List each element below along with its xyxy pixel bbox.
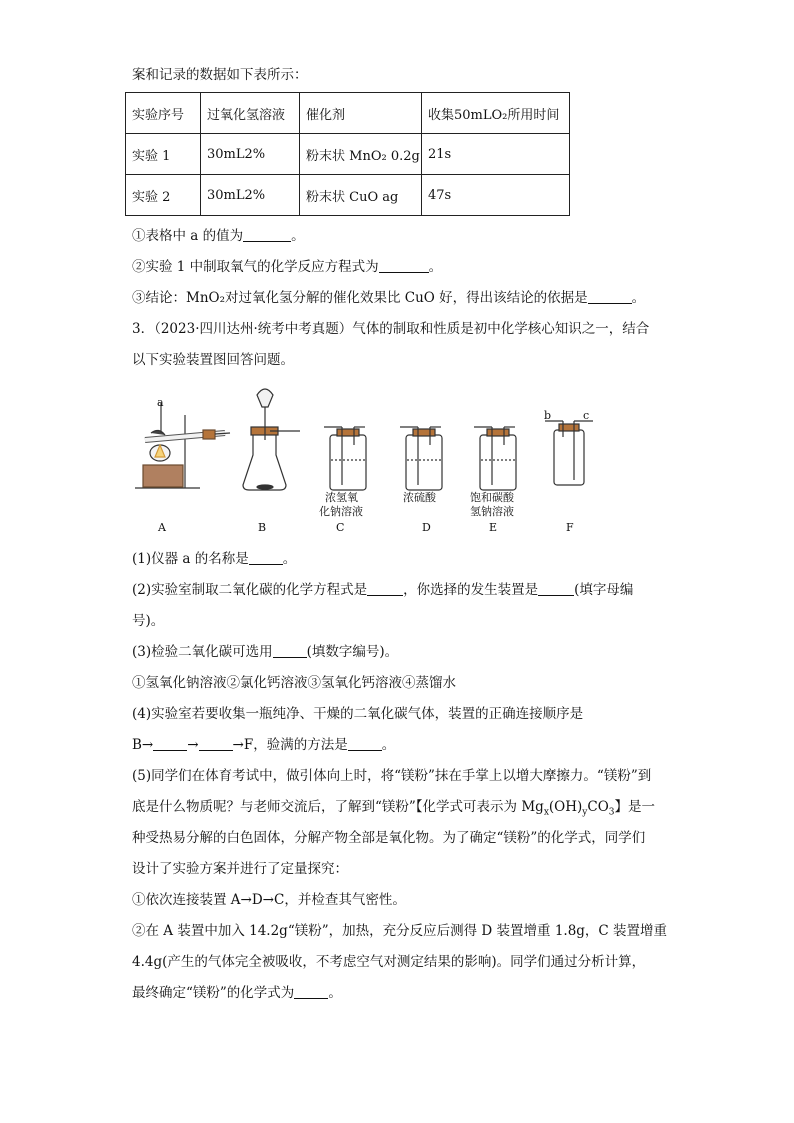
subscript-3: 3 xyxy=(608,807,615,818)
table-cell: 粉末状 MnO₂ 0.2g xyxy=(300,134,422,175)
question-a xyxy=(132,227,305,245)
sub-question-2-cont: 号)。 xyxy=(132,613,165,629)
sub-question-5-line-4: 设计了实验方案并进行了定量探究： xyxy=(132,861,348,877)
sub-question-5-step-2: ②在 A 装置中加入 14.2g“镁粉”，加热，充分反应后测得 D 装置增重 1.8g，C 装置增重 xyxy=(132,923,668,939)
table-cell: 实验 2 xyxy=(126,175,201,216)
period: 。 xyxy=(282,551,297,567)
sub-question-5-step-2-cont: 4.4g(产生的气体完全被吸收，不考虑空气对测定结果的影响)。同学们通过分析计算， xyxy=(132,954,646,970)
period: 。 xyxy=(328,985,342,1001)
answer-blank[interactable] xyxy=(249,550,283,565)
letter-a: A xyxy=(158,521,166,534)
sequence-start: B→ xyxy=(132,737,154,753)
period: 。 xyxy=(631,290,646,306)
sub-question-2 xyxy=(132,581,633,599)
letter-d: D xyxy=(422,521,431,534)
label-c: c xyxy=(583,409,590,422)
question-b xyxy=(132,258,442,276)
answer-blank[interactable] xyxy=(538,581,574,596)
formula-tail: 】是一 xyxy=(614,799,655,815)
subscript-y: y xyxy=(582,807,588,818)
apparatus-d-drawing xyxy=(400,427,442,490)
answer-blank[interactable] xyxy=(294,984,328,999)
sub-question-5-line-2 xyxy=(132,798,655,822)
letter-b: B xyxy=(258,521,267,534)
formula-text: 底是什么物质呢？与老师交流后，了解到“镁粉”【化学式可表示为 Mg xyxy=(132,799,544,815)
formula-oh: (OH) xyxy=(548,799,583,815)
sub-question-4-cont xyxy=(132,736,395,754)
answer-blank[interactable] xyxy=(588,289,632,304)
sub-question-3-text-b: (填数字编号)。 xyxy=(306,644,399,660)
table-header-cell: 催化剂 xyxy=(300,93,422,134)
answer-blank[interactable] xyxy=(367,581,403,596)
q3-header-cont: 以下实验装置图回答问题。 xyxy=(132,352,294,368)
table-cell: 30mL2% xyxy=(201,175,300,216)
label-e-reagent-1: 饱和碳酸 xyxy=(470,491,514,504)
answer-blank[interactable] xyxy=(273,643,307,658)
letter-f: F xyxy=(566,521,574,534)
question-c xyxy=(132,289,645,307)
apparatus-f-drawing xyxy=(545,421,593,485)
label-a: a xyxy=(157,396,164,409)
table-row xyxy=(126,134,570,175)
letter-e: E xyxy=(489,521,498,534)
experiment-table xyxy=(125,92,570,216)
sub-question-2-text-c: (填字母编 xyxy=(574,582,634,598)
formula-co: CO xyxy=(587,799,609,815)
table-cell: 47s xyxy=(422,175,570,216)
label-e-reagent-2: 氢钠溶液 xyxy=(470,505,514,518)
sub-question-4: (4)实验室若要收集一瓶纯净、干燥的二氧化碳气体，装置的正确连接顺序是 xyxy=(132,706,584,722)
sub-question-1 xyxy=(132,550,296,568)
sub-question-2-text-b: ，你选择的发生装置是 xyxy=(403,582,539,598)
sub-question-3-options: ①氢氧化钠溶液②氯化钙溶液③氢氧化钙溶液④蒸馏水 xyxy=(132,675,456,691)
sub-question-3-text: (3)检验二氧化碳可选用 xyxy=(132,644,273,660)
label-d-reagent: 浓硫酸 xyxy=(403,491,436,504)
apparatus-figure xyxy=(125,385,605,510)
apparatus-a-drawing xyxy=(135,403,230,488)
question-c-text: ③结论：MnO₂对过氧化氢分解的催化效果比 CuO 好，得出该结论的依据是 xyxy=(132,290,588,306)
table-row xyxy=(126,175,570,216)
table-cell: 21s xyxy=(422,134,570,175)
subscript-x: x xyxy=(543,807,549,818)
answer-blank[interactable] xyxy=(348,736,382,751)
sub-question-5-step-1: ①依次连接装置 A→D→C，并检查其气密性。 xyxy=(132,892,406,908)
answer-blank[interactable] xyxy=(243,227,291,242)
letter-c: C xyxy=(336,521,345,534)
sequence-arrow: → xyxy=(187,737,199,753)
apparatus-e-drawing xyxy=(474,427,516,490)
table-cell: 实验 1 xyxy=(126,134,201,175)
table-header-cell: 过氧化氢溶液 xyxy=(201,93,300,134)
sub-question-5-final xyxy=(132,984,342,1002)
label-c-reagent-2: 化钠溶液 xyxy=(319,505,363,518)
label-b: b xyxy=(544,409,552,422)
period: 。 xyxy=(428,259,443,275)
sub-question-5-line-3: 种受热易分解的白色固体，分解产物全部是氧化物。为了确定“镁粉”的化学式，同学们 xyxy=(132,830,646,846)
table-header-cell: 收集50mLO₂所用时间 xyxy=(422,93,570,134)
sub-question-5-line-1: (5)同学们在体育考试中，做引体向上时，将“镁粉”抹在手掌上以增大摩擦力。“镁粉”到 xyxy=(132,768,652,784)
period: 。 xyxy=(291,228,305,244)
final-question-text: 最终确定“镁粉”的化学式为 xyxy=(132,985,295,1001)
answer-blank[interactable] xyxy=(199,736,233,751)
label-c-reagent-1: 浓氢氧 xyxy=(325,491,358,504)
intro-text: 案和记录的数据如下表所示： xyxy=(132,67,308,83)
answer-blank[interactable] xyxy=(153,736,187,751)
apparatus-b-drawing xyxy=(243,389,300,490)
period: 。 xyxy=(381,737,396,753)
sequence-end: →F，验满的方法是 xyxy=(232,737,348,753)
table-cell: 粉末状 CuO ag xyxy=(300,175,422,216)
question-a-text: ①表格中 a 的值为 xyxy=(132,228,244,244)
table-cell: 30mL2% xyxy=(201,134,300,175)
q3-header: 3．（2023·四川达州·统考中考真题）气体的制取和性质是初中化学核心知识之一，结合 xyxy=(132,321,650,337)
answer-blank[interactable] xyxy=(379,258,429,273)
sub-question-3 xyxy=(132,643,398,661)
apparatus-c-drawing xyxy=(324,427,366,490)
sub-question-2-text: (2)实验室制取二氧化碳的化学方程式是 xyxy=(132,582,368,598)
question-b-text: ②实验 1 中制取氧气的化学反应方程式为 xyxy=(132,259,379,275)
table-header-cell: 实验序号 xyxy=(126,93,201,134)
sub-question-1-text: (1)仪器 a 的名称是 xyxy=(132,551,249,567)
table-header-row xyxy=(126,93,570,134)
